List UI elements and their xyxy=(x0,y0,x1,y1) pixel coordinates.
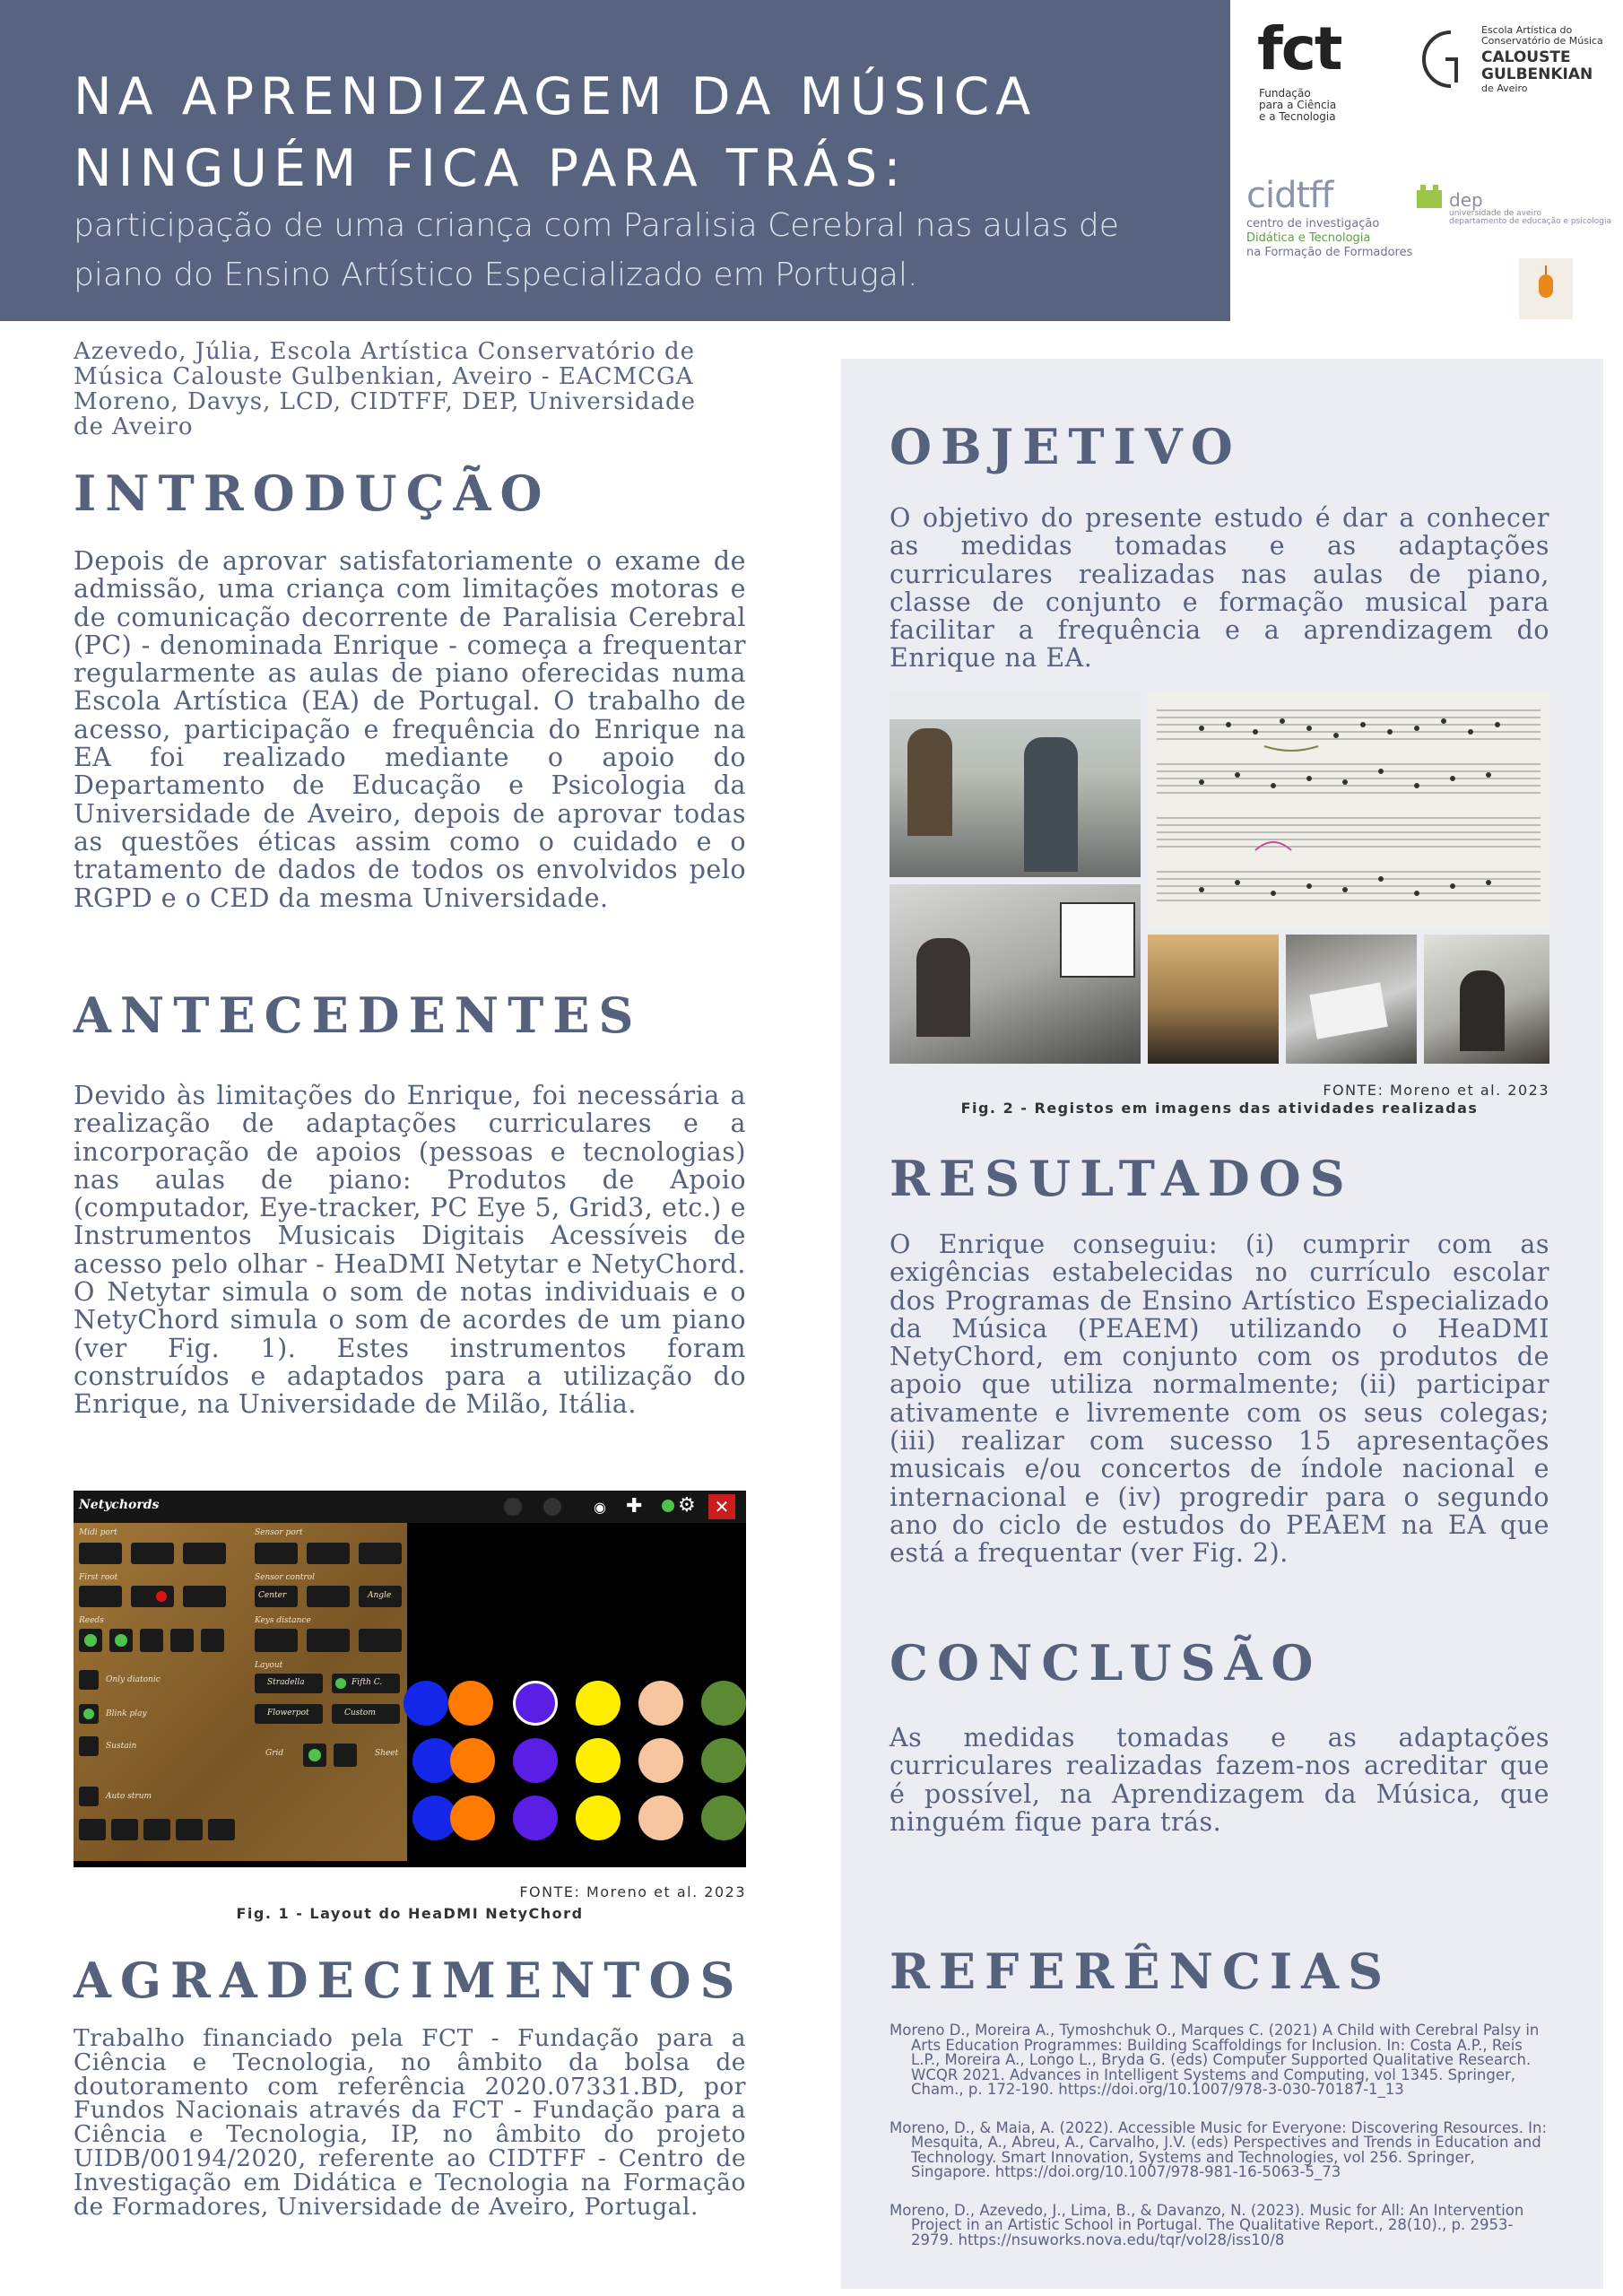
record-icon xyxy=(504,1498,522,1516)
root-next-button xyxy=(183,1586,226,1607)
fig2-source: FONTE: Moreno et al. 2023 xyxy=(1323,1082,1549,1099)
photo-classroom xyxy=(890,692,1141,877)
root-prev-button xyxy=(79,1586,122,1607)
small-mouse-logo xyxy=(1519,258,1573,319)
dep-logo xyxy=(1415,185,1444,213)
sensor-prev-button xyxy=(255,1543,298,1564)
mouse-icon xyxy=(1519,258,1573,319)
authors: Azevedo, Júlia, Escola Artística Conservatório de Música Calouste Gulbenkian, Aveiro - EACMCGA Moreno, Davys, LCD, CIDTFF, DEP, Universidade de Aveiro xyxy=(74,338,697,440)
photo-student xyxy=(1424,935,1549,1064)
gear-icon: ⚙ xyxy=(678,1494,696,1517)
dep-text: dep universidade de aveiro departamento de educação e psicologia xyxy=(1449,189,1611,226)
introducao-text: Depois de aprovar satisfatoriamente o exame de admissão, uma criança com limitações motoras e de comunicação decorrente de Paralisia Cerebral (PC) - denominada Enrique - começa a frequentar regularmente as aulas de piano oferecidas numa Escola Artística (EA) de Portugal. O trabalho de acesso, participação e frequência do Enrique na EA foi realizado mediante o apoio do Departamento de Educação e Psicologia da Universidade de Aveiro, depois de aprovar todas as questões éticas assim como o cuidado e o tratamento de dados de todos os envolvidos pelo RGPD e o CED da mesma Universidade. xyxy=(74,546,746,913)
move-icon: ✚ xyxy=(626,1495,643,1518)
subtitle-line-1: participação de uma criança com Paralisia Cerebral nas aulas de xyxy=(74,207,1119,244)
resultados-text: O Enrique conseguiu: (i) cumprir com as exigências estabelecidas no currículo escolar dos Programas de Ensino Artístico Especializado da Música (PEAEM) utilizando o HeaDMI NetyChord, em conjunto com os produtos de apoio que utiliza normalmente; (ii) participar ativamente e livremente com os seus colegas; (iii) realizar com sucesso 15 apresentações musicais e/ou concertos de índole nacional e internacional e (iv) progredir para o segundo ano do ciclo de estudos do PEAEM na EA que está a frequentar (ver Fig. 2). xyxy=(890,1230,1549,1569)
distance-plus-button xyxy=(359,1629,402,1652)
fig2-caption: Fig. 2 - Registos em imagens das atividades realizadas xyxy=(960,1100,1479,1117)
reference-item: Moreno, D., & Maia, A. (2022). Accessible Music for Everyone: Discovering Resources. In: Mesquita, A., Abreu, A., Carvalho, J.V. (eds) Perspectives and Trends in Education and Technology. Smart Innovation, Systems and Technologies, vol 256. Springer, Singapore. https://doi.org/10.1007/978-981-16-5063-5_73 xyxy=(890,2118,1548,2180)
title-line-1: NA APRENDIZAGEM DA MÚSICA xyxy=(74,67,1037,126)
fig2-collage xyxy=(890,692,1549,1064)
references-list xyxy=(890,2023,1549,2271)
agradecimentos-heading: AGRADECIMENTOS xyxy=(74,1952,744,2009)
midi-value xyxy=(131,1543,174,1564)
reference-item: Moreno D., Moreira A., Tymoshchuk O., Marques C. (2021) A Child with Cerebral Palsy in Arts Education Programmes: Building Scaffoldings for Inclusion. In: Costa A.P., Reis L.P., Moreira A., Longo L., Bryda G. (eds) Computer Supported Qualitative Research. WCQR 2021. Advances in Intelligent Systems and Computing, vol 1345. Springer, Cham., p. 172-190. https://doi.org/10.1007/978-3-030-70187-1_13 xyxy=(890,2022,1540,2098)
fct-logo: fct Fundação para a Ciência e a Tecnologia xyxy=(1257,14,1341,123)
midi-prev-button xyxy=(79,1543,122,1564)
referencias-heading: REFERÊNCIAS xyxy=(890,1943,1393,2000)
gulbenkian-text: Escola Artística do Conservatório de Música CALOUSTE GULBENKIAN de Aveiro xyxy=(1481,24,1603,94)
music-score-icon xyxy=(1148,692,1549,927)
antecedentes-text: Devido às limitações do Enrique, foi necessária a realização de adaptações curriculares e a incorporação de apoios (pessoas e tecnologias) nas aulas de piano: Produtos de Apoio (computador, Eye-tracker, PC Eye 5, Grid3, etc.) e Instrumentos Musicais Digitais Acessíveis de acesso pelo olhar - HeaDMI Netytar e NetyChord. O Netytar simula o som de notas individuais e o NetyChord simula o som de acordes de um piano (ver Fig. 1). Estes instrumentos foram construídos e adaptados para a utilização do Enrique, na Universidade de Milão, Itália. xyxy=(74,1081,746,1420)
netychords-app-title: Netychords xyxy=(79,1498,160,1512)
photo-device xyxy=(1286,935,1417,1064)
angle-button: Angle xyxy=(359,1586,402,1607)
eye-icon: ◉ xyxy=(594,1499,606,1516)
status-led-icon xyxy=(662,1500,674,1512)
netychords-controls: Midi port Sensor port First root Sensor control Center Angle Reeds Keys distance Layout Only diatonic Stradella Fifth C. Blink play Flowerpot Custom Sustain Grid Sheet Auto strum xyxy=(79,1528,407,1860)
fig1-caption: Fig. 1 - Layout do HeaDMI NetyChord xyxy=(236,1905,584,1922)
poster-subtitle xyxy=(74,201,1212,300)
gulbenkian-logo xyxy=(1415,23,1465,99)
introducao-heading: INTRODUÇÃO xyxy=(74,465,551,522)
subtitle-line-2: piano do Ensino Artístico Especializado em Portugal. xyxy=(74,257,918,293)
fig1-source: FONTE: Moreno et al. 2023 xyxy=(519,1883,746,1900)
gulbenkian-emblem-icon xyxy=(1415,23,1465,95)
center-value xyxy=(307,1586,350,1607)
sensor-value xyxy=(307,1543,350,1564)
resultados-heading: RESULTADOS xyxy=(890,1150,1354,1207)
title-line-2: NINGUÉM FICA PARA TRÁS: xyxy=(74,139,907,198)
root-value xyxy=(131,1586,174,1607)
poster-title xyxy=(74,61,1212,204)
antecedentes-heading: ANTECEDENTES xyxy=(74,987,643,1044)
close-icon: ✕ xyxy=(708,1494,735,1519)
conclusao-heading: CONCLUSÃO xyxy=(890,1634,1323,1692)
sensor-next-button xyxy=(359,1543,402,1564)
chord-cursor xyxy=(513,1681,558,1726)
conclusao-text: As medidas tomadas e as adaptações curriculares realizadas fazem-nos acreditar que é possível, na Aprendizagem da Música, que ninguém fique para trás. xyxy=(890,1723,1549,1837)
netychords-screenshot xyxy=(74,1491,746,1867)
midi-next-button xyxy=(183,1543,226,1564)
netychords-titlebar xyxy=(74,1491,746,1523)
photo-lesson xyxy=(890,884,1141,1064)
dep-emblem-icon xyxy=(1415,185,1444,210)
objetivo-text: O objetivo do presente estudo é dar a conhecer as medidas tomadas e as adaptações curriculares realizadas nas aulas de piano, classe de conjunto e formação musical para facilitar a frequência e a aprendizagem do Enrique na EA. xyxy=(890,503,1549,674)
reference-item: Moreno, D., Azevedo, J., Lima, B., & Davanzo, N. (2023). Music for All: An Intervention Project in an Artistic School in Portugal. The Qualitative Report., 28(10)., p. 2953-2979. https://nsuworks.nova.edu/tqr/vol28/iss10/8 xyxy=(890,2201,1524,2248)
cidtff-logo: cidtff centro de investigação Didática e Tecnologia na Formação de Formadores xyxy=(1246,175,1413,259)
distance-minus-button xyxy=(255,1629,298,1652)
objetivo-heading: OBJETIVO xyxy=(890,418,1242,475)
center-button: Center xyxy=(255,1586,298,1607)
cursor-icon xyxy=(543,1498,561,1516)
distance-value xyxy=(307,1629,350,1652)
logos-area xyxy=(1230,0,1623,321)
photo-music-score xyxy=(1148,692,1549,927)
agradecimentos-text: Trabalho financiado pela FCT - Fundação para a Ciência e Tecnologia, no âmbito da bolsa de doutoramento com referência 2020.07331.BD, por Fundos Nacionais através da FCT - Fundação para a Ciência e Tecnologia, IP, no âmbito do projeto UIDB/00194/2020, referente ao CIDTFF - Centro de Investigação em Didática e Tecnologia na Formação de Formadores, Universidade de Aveiro, Portugal. xyxy=(74,2024,746,2221)
root-color-icon xyxy=(156,1591,167,1602)
photo-concert xyxy=(1148,935,1279,1064)
